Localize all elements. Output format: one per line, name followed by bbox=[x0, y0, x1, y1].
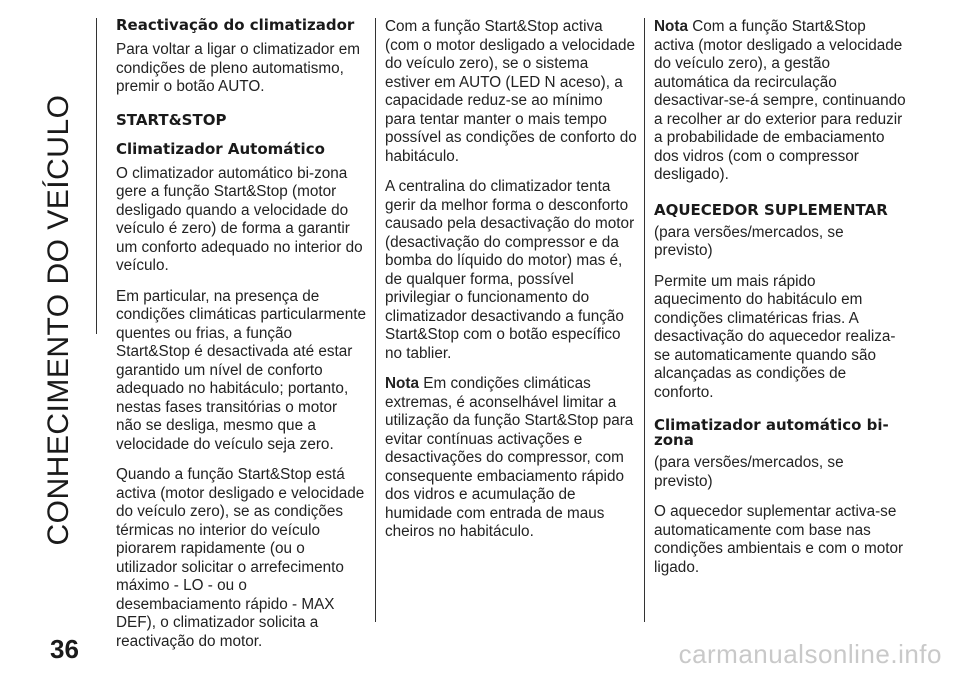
paragraph: Com a função Start&Stop activa (com o motor desligado a velocidade do veículo zero), se o sistema estiver em AUTO (LED N aceso), a capacidade reduz-se ao mínimo para tentar manter o mais tempo possível as condições de conforto do habitáculo. bbox=[385, 18, 637, 165]
column-2 bbox=[385, 18, 637, 554]
heading-reactivacao: Reactivação do climatizador bbox=[116, 16, 355, 34]
margin-rule bbox=[96, 18, 97, 334]
subtitle: (para versões/mercados, se previsto) bbox=[654, 454, 844, 490]
heading-climatizador-bi-zona: Climatizador automático bi-zona bbox=[654, 416, 889, 449]
nota-text: Em condições climáticas extremas, é aconselhável limitar a utilização da função Start&Stop para evitar contínuas activações e desactivações do compressor, com consequente embaciamento rápido dos vidros e acumulação de humidade com entrada de maus cheiros no habitáculo. bbox=[385, 375, 634, 540]
paragraph: O climatizador automático bi-zona gere a função Start&Stop (motor desligado quando a velocidade do veículo é zero) de forma a garantir um conforto adequado no interior do veículo. bbox=[116, 164, 363, 274]
paragraph: Permite um mais rápido aquecimento do habitáculo em condições climatéricas frias. A desactivação do aquecedor realiza-se automaticamente quando são alcançadas as condições de conforto. bbox=[654, 272, 896, 401]
paragraph: Em particular, na presença de condições climáticas particularmente quentes ou frias, a função Start&Stop é desactivada até estar garantido um nível de conforto adequado no habitáculo; portanto, nestas fases transitórias o motor não se desliga, mesmo que a velocidade do veículo seja zero. bbox=[116, 287, 366, 453]
paragraph: Quando a função Start&Stop está activa (motor desligado e velocidade do veículo zero), se as condições térmicas no interior do veículo piorarem rapidamente (ou o utilizador solicitar o arrefecimento máximo - LO - ou o desembaciamento rápido - MAX DEF), o climatizador solicita a reactivação do motor. bbox=[116, 466, 365, 650]
heading-aquecedor-suplementar: AQUECEDOR SUPLEMENTAR bbox=[654, 200, 888, 219]
column-3 bbox=[654, 18, 906, 589]
nota-label: Nota bbox=[654, 18, 688, 35]
column-1 bbox=[116, 18, 366, 663]
section-side-title: CONHECIMENTO DO VEÍCULO bbox=[42, 94, 75, 546]
paragraph: Para voltar a ligar o climatizador em condições de pleno automatismo, premir o botão AUTO. bbox=[116, 41, 360, 95]
paragraph: O aquecedor suplementar activa-se automaticamente com base nas condições ambientais e com o motor ligado. bbox=[654, 503, 904, 576]
watermark: carmanualsonline.info bbox=[678, 639, 942, 669]
page-number: 36 bbox=[50, 634, 79, 664]
subtitle: (para versões/mercados, se previsto) bbox=[654, 223, 844, 259]
column-divider-2 bbox=[644, 18, 645, 622]
heading-start-stop: START&STOP bbox=[116, 110, 227, 129]
nota-text: Com a função Start&Stop activa (motor desligado a velocidade do veículo zero), a gestão automática da recirculação desactivar-se-á sempre, continuando a recolher ar do exterior para reduzir a probabilidade de embaciamento dos vidros (com o compressor desligado). bbox=[654, 18, 906, 183]
nota-paragraph bbox=[654, 18, 906, 185]
nota-label: Nota bbox=[385, 375, 419, 392]
nota-paragraph bbox=[385, 375, 637, 542]
paragraph: A centralina do climatizador tenta gerir da melhor forma o desconforto causado pela desactivação do motor (desactivação do compressor e da bomba do líquido do motor) mas é, de qualquer forma, possível privilegiar o funcionamento do climatizador desactivando a função Start&Stop com o botão específico no tablier. bbox=[385, 178, 635, 362]
heading-climatizador-automatico: Climatizador Automático bbox=[116, 139, 325, 158]
column-divider-1 bbox=[375, 18, 376, 622]
